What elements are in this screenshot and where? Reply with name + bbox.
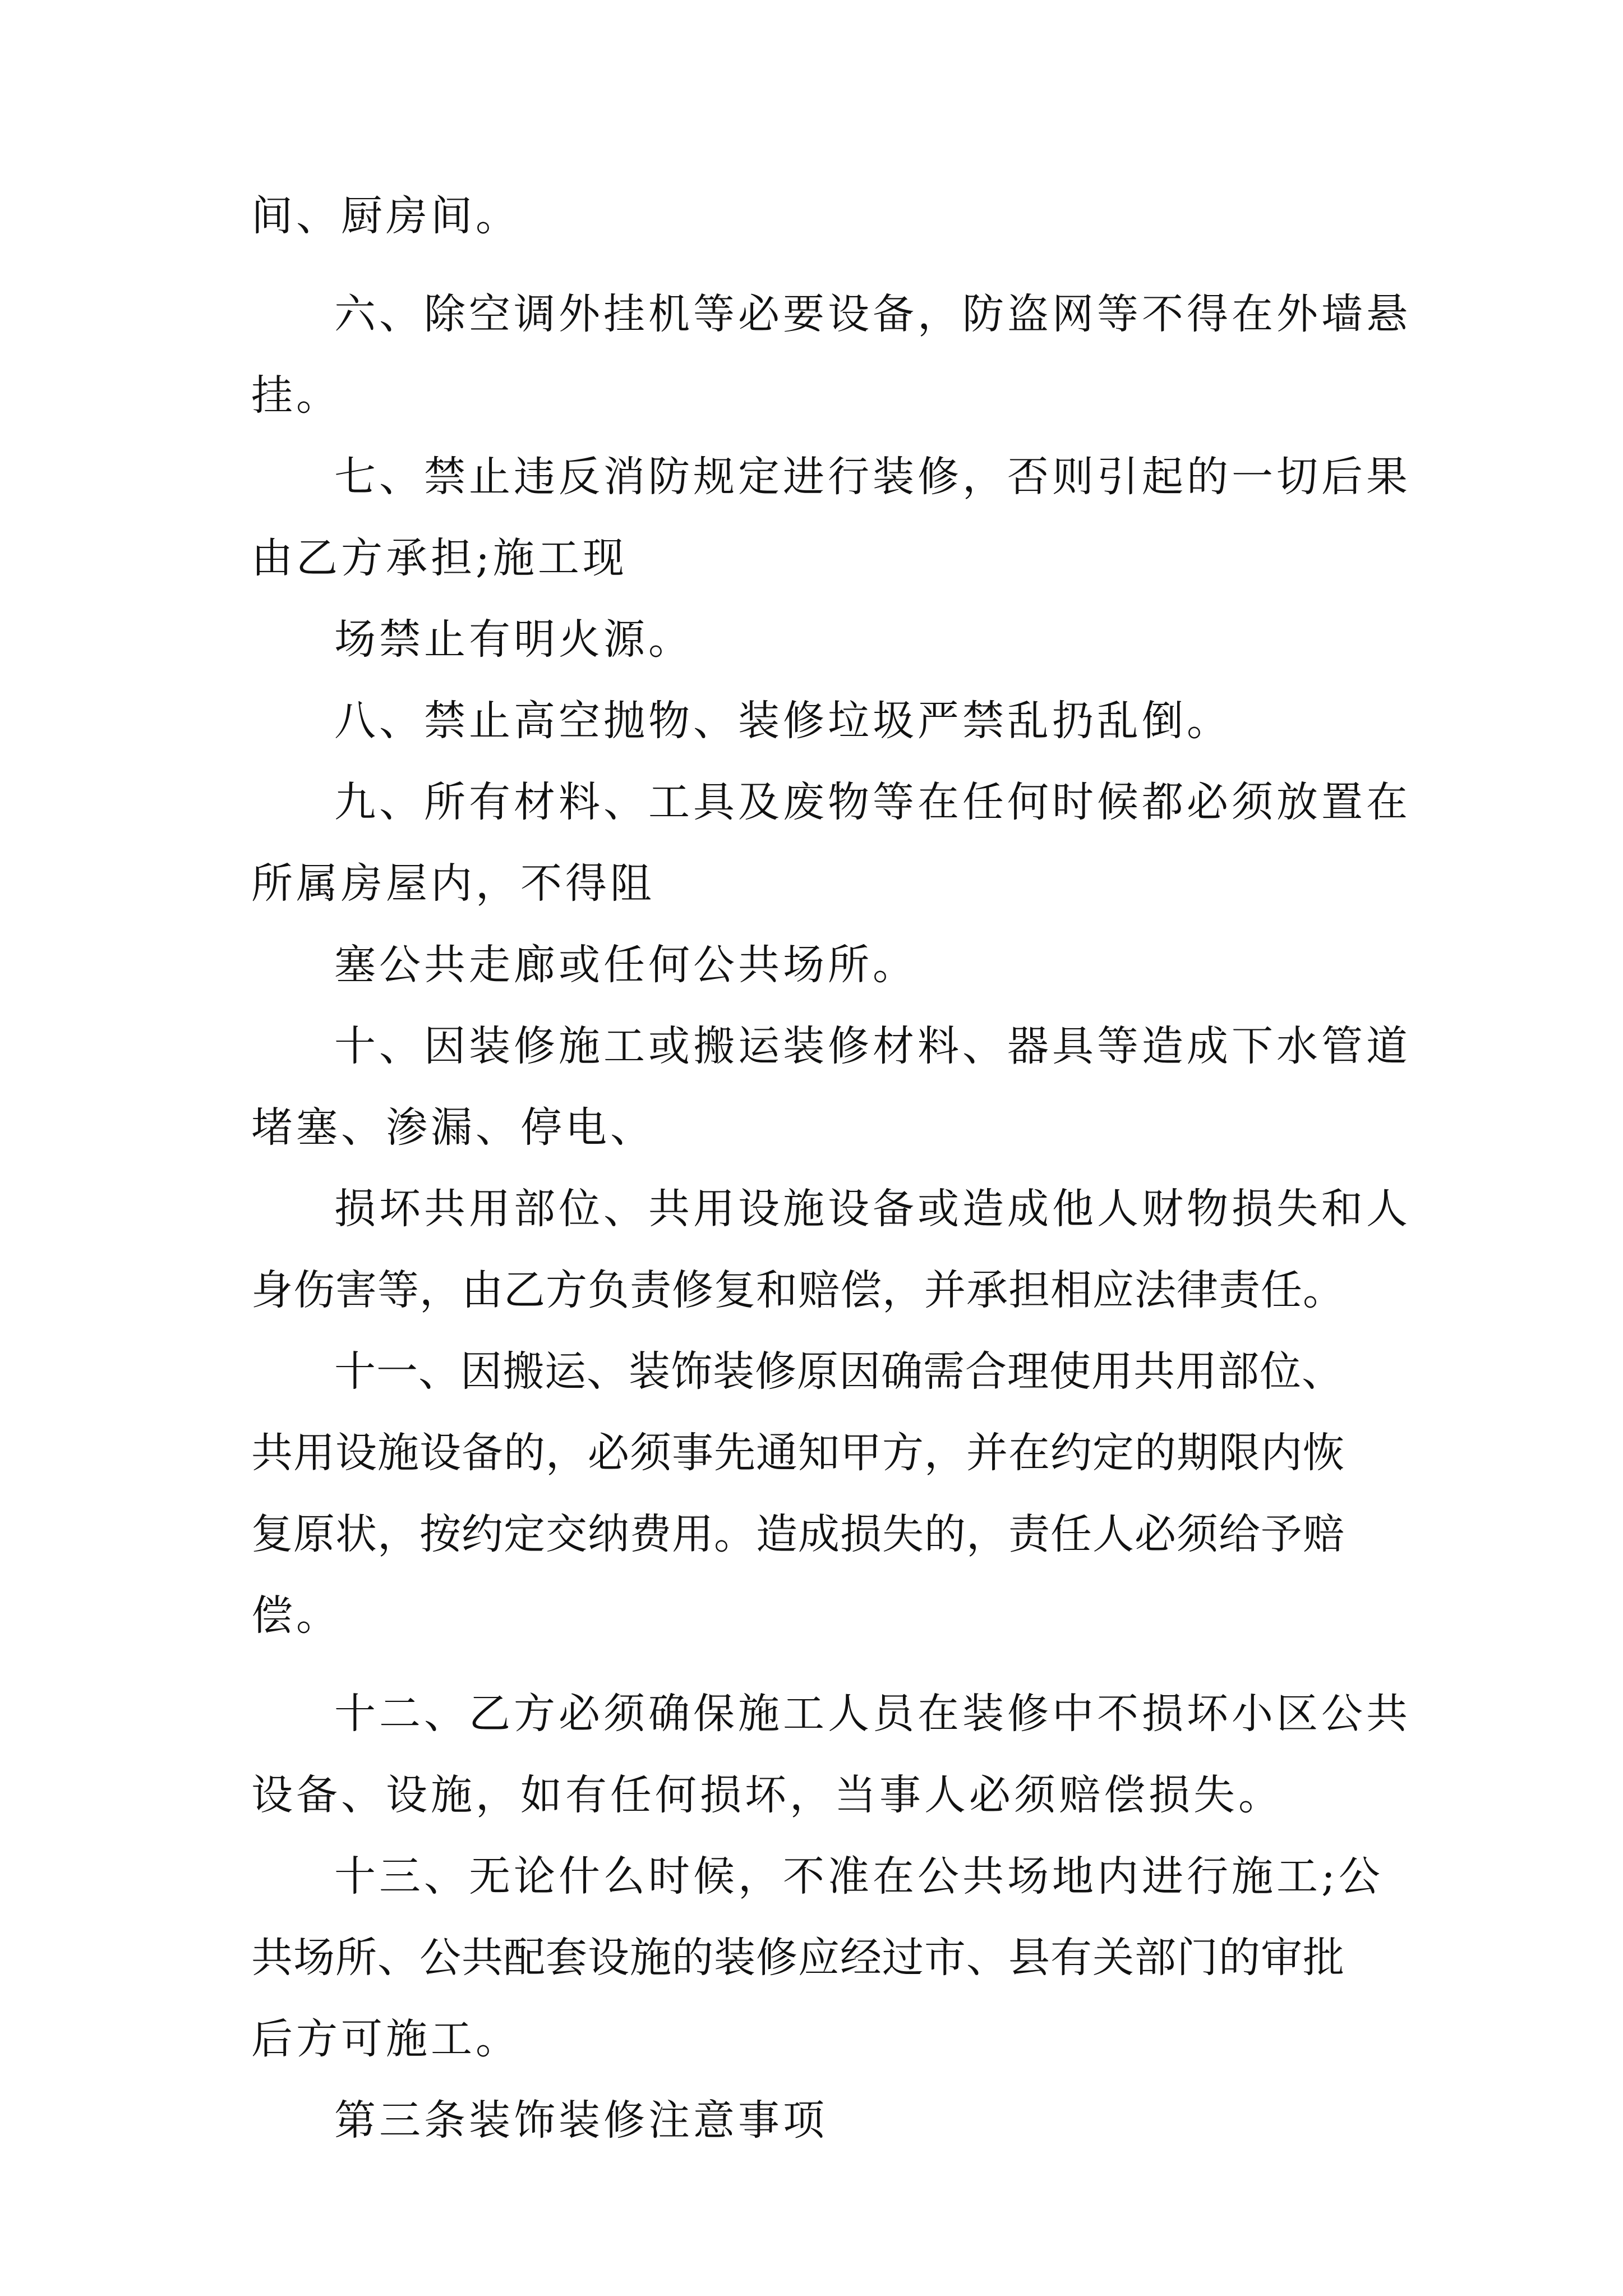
text-line: 十三、无论什么时候，不准在公共场地内进行施工;公	[334, 1852, 1384, 1901]
text-line: 堵塞、渗漏、停电、	[251, 1103, 655, 1152]
text-line: 后方可施工。	[251, 2015, 520, 2063]
text-line: 场禁止有明火源。	[334, 615, 693, 664]
text-line: 损坏共用部位、共用设施设备或造成他人财物损失和人	[334, 1185, 1411, 1233]
text-line: 六、除空调外挂机等必要设备，防盗网等不得在外墙悬	[334, 290, 1411, 338]
text-line: 八、禁止高空抛物、装修垃圾严禁乱扔乱倒。	[334, 697, 1232, 745]
text-line: 设备、设施，如有任何损坏，当事人必须赔偿损失。	[251, 1771, 1283, 1819]
text-line: 共用设施设备的，必须事先通知甲方，并在约定的期限内恢	[251, 1429, 1345, 1477]
section-heading: 第三条装饰装修注意事项	[334, 2096, 828, 2145]
text-line: 塞公共走廊或任何公共场所。	[334, 941, 917, 989]
text-line: 七、禁止违反消防规定进行装修，否则引起的一切后果	[334, 453, 1411, 501]
text-line: 复原状，按约定交纳费用。造成损失的，责任人必须给予赔	[251, 1510, 1345, 1558]
text-line: 九、所有材料、工具及废物等在任何时候都必须放置在	[334, 778, 1411, 826]
text-line: 共场所、公共配套设施的装修应经过市、县有关部门的审批	[251, 1934, 1345, 1982]
text-line: 挂。	[251, 371, 341, 420]
text-line: 偿。	[251, 1591, 341, 1640]
text-line: 由乙方承担;施工现	[251, 534, 628, 582]
text-line: 十一、因搬运、装饰装修原因确需合理使用共用部位、	[334, 1347, 1344, 1396]
text-line: 十二、乙方必须确保施工人员在装修中不损坏小区公共	[334, 1690, 1411, 1738]
text-line: 十、因装修施工或搬运装修材料、器具等造成下水管道	[334, 1022, 1411, 1070]
text-line: 所属房屋内，不得阻	[251, 859, 655, 908]
text-line: 间、厨房间。	[251, 192, 520, 240]
text-line: 身伤害等，由乙方负责修复和赔偿，并承担相应法律责任。	[251, 1266, 1345, 1314]
